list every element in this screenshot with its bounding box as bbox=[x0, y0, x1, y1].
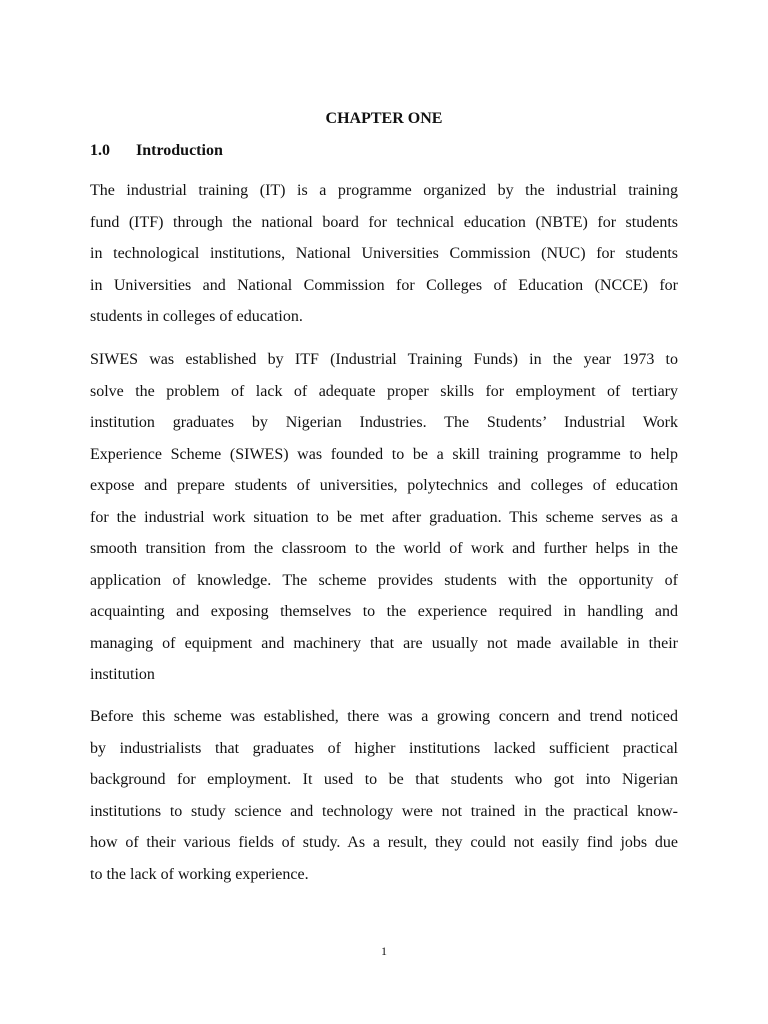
paragraph-line: to the lack of working experience. bbox=[90, 865, 309, 883]
paragraph-industrial-training bbox=[90, 175, 678, 333]
paragraph-line: application of knowledge. The scheme provides students with the opportunity of bbox=[90, 571, 678, 589]
paragraph-line: Experience Scheme (SIWES) was founded to be a skill training programme to help bbox=[90, 445, 678, 463]
paragraph-line: fund (ITF) through the national board for technical education (NBTE) for students bbox=[90, 213, 678, 231]
page-number: 1 bbox=[381, 944, 387, 958]
paragraph-line: smooth transition from the classroom to the world of work and further helps in the bbox=[90, 540, 678, 557]
paragraph-line: acquainting and exposing themselves to the experience required in handling and bbox=[90, 603, 678, 620]
section-title: Introduction bbox=[136, 142, 223, 159]
chapter-title: CHAPTER ONE bbox=[325, 110, 443, 127]
paragraph-line: managing of equipment and machinery that are usually not made available in their bbox=[90, 634, 678, 652]
paragraph-line: students in colleges of education. bbox=[90, 308, 303, 325]
paragraph-line: for the industrial work situation to be met after graduation. This scheme serves as a bbox=[90, 508, 678, 526]
paragraph-line: institutions to study science and technology were not trained in the practical know- bbox=[90, 802, 678, 820]
paragraph-line: institution graduates by Nigerian Industries. The Students’ Industrial Work bbox=[90, 414, 678, 431]
paragraph-line: expose and prepare students of universities, polytechnics and colleges of education bbox=[90, 477, 678, 494]
paragraph-line: Before this scheme was established, there was a growing concern and trend noticed bbox=[90, 708, 678, 725]
section-number: 1.0 bbox=[90, 142, 110, 159]
paragraph-line: how of their various fields of study. As a result, they could not easily find jobs due bbox=[90, 834, 678, 851]
paragraph-line: by industrialists that graduates of higher institutions lacked sufficient practical bbox=[90, 739, 678, 757]
paragraph-line: in Universities and National Commission for Colleges of Education (NCCE) for bbox=[90, 276, 678, 294]
paragraph-line: background for employment. It used to be that students who got into Nigerian bbox=[90, 771, 678, 788]
paragraph-siwes-established bbox=[90, 344, 678, 691]
section-heading bbox=[90, 141, 223, 161]
paragraph-line: in technological institutions, National Universities Commission (NUC) for students bbox=[90, 245, 678, 262]
paragraph-line: solve the problem of lack of adequate proper skills for employment of tertiary bbox=[90, 382, 678, 400]
paragraph-line: The industrial training (IT) is a programme organized by the industrial training bbox=[90, 182, 678, 199]
paragraph-line: SIWES was established by ITF (Industrial Training Funds) in the year 1973 to bbox=[90, 351, 678, 368]
paragraph-line: institution bbox=[90, 666, 155, 683]
paragraph-before-scheme bbox=[90, 701, 678, 890]
